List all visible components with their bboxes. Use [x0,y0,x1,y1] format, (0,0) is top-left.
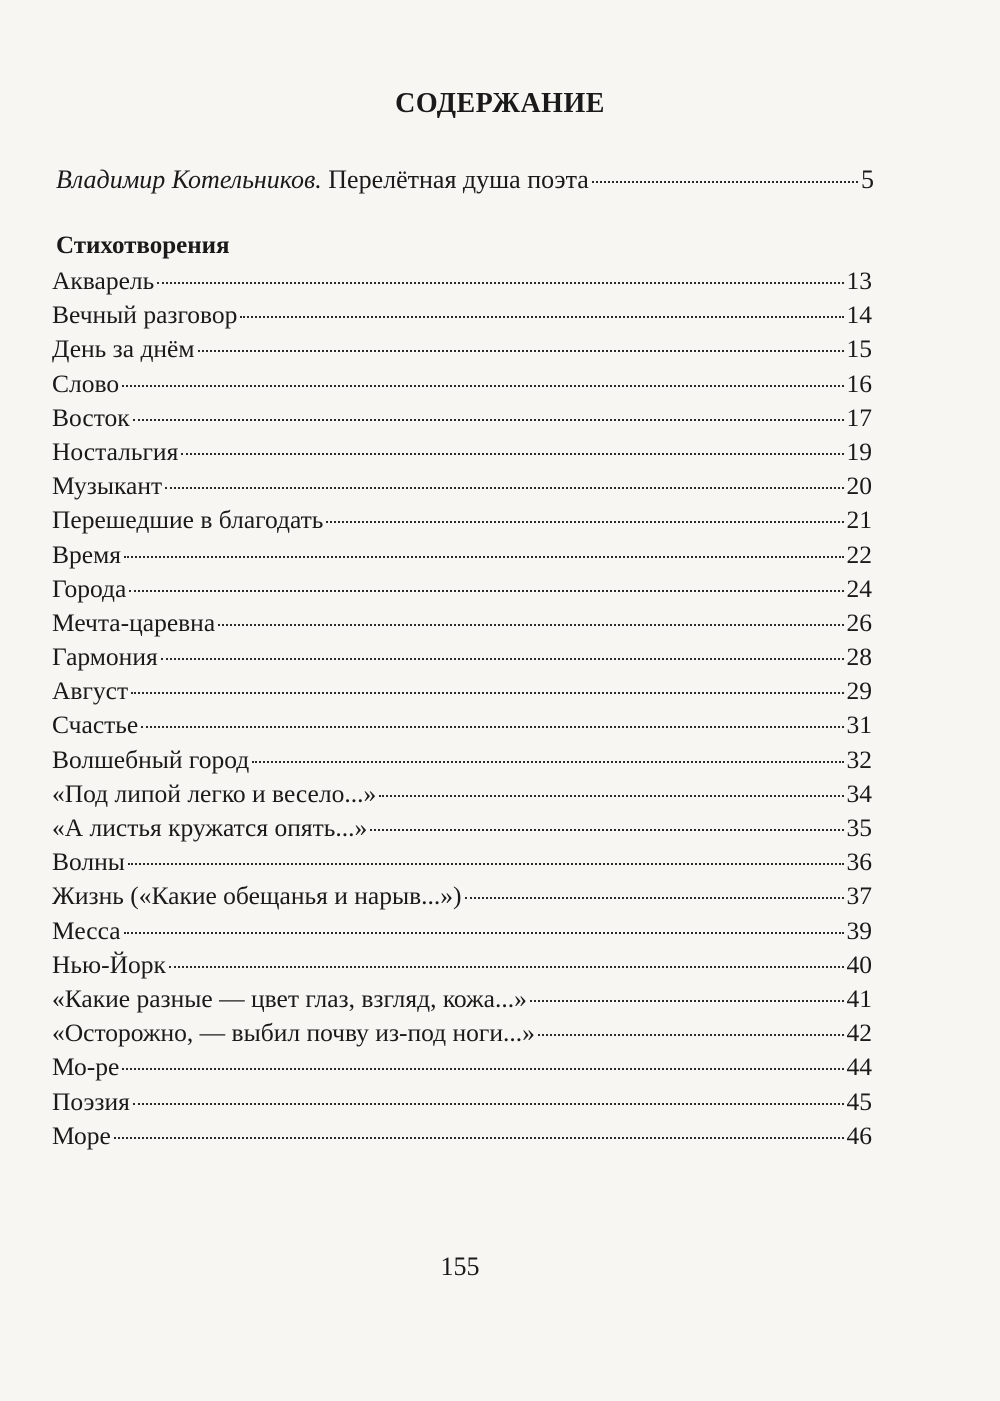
toc-entry-page: 36 [846,847,872,877]
toc-entry [52,332,872,366]
toc-entry [52,845,872,879]
toc-entry-title: «Какие разные — цвет глаз, взгляд, кожа...» [52,983,527,1013]
toc-entry-page: 17 [846,402,872,432]
toc-entry-title: Слово [52,368,120,398]
dot-leader [326,521,843,523]
toc-entry-title: Счастье [52,710,139,740]
page-number: 155 [440,1252,480,1281]
toc-entry-page: 35 [846,813,872,842]
toc-entry-page: 39 [846,915,872,945]
dot-leader [161,658,844,660]
toc-entry-page: 41 [846,983,872,1013]
toc-entry-page: 16 [846,368,872,398]
toc-entry-page: 28 [846,642,872,672]
toc-entry-page: 22 [846,539,872,569]
dot-leader [240,316,843,318]
toc-entry-title: «Под липой легко и весело...» [52,778,377,808]
toc-entry-title: Жизнь («Какие обещанья и нарыв...») [52,881,462,911]
toc-entry-title: Волшебный город [52,744,250,774]
dot-leader [141,726,843,728]
dot-leader [218,624,843,626]
toc-entry [52,811,872,845]
section-heading: Стихотворения [56,232,230,259]
toc-entry-title: Акварель [52,266,155,295]
dot-leader [129,590,843,592]
toc-entry-title: Поэзия [52,1086,130,1116]
toc-entry-title: Нью-Йорк [52,949,166,979]
dot-leader [131,692,843,694]
dot-leader [198,350,844,352]
dot-leader [114,1137,844,1139]
toc-entry [52,1085,872,1119]
toc-entry-page: 40 [846,949,872,979]
dot-leader [538,1034,844,1036]
toc-entry-title: День за днём [52,334,195,364]
toc-entry-page: 45 [846,1086,872,1116]
dot-leader [181,453,843,455]
toc-entry-page: 20 [846,471,872,501]
dot-leader [122,385,843,387]
toc-entry [52,401,872,435]
toc-entry-page: 37 [846,881,872,911]
toc-entry [52,1050,872,1084]
toc-entry-title: Перешедшие в благодать [52,505,324,535]
toc-entry [52,538,872,572]
dot-leader [165,487,843,489]
toc-entry-title: Мо-ре [52,1052,120,1082]
toc-entry-title: Август [52,676,129,706]
toc-entry [52,879,872,913]
toc-entry-page: 29 [846,676,872,706]
toc-entry [52,708,872,742]
toc-entry-page: 34 [846,778,872,808]
toc-entry-title: Музыкант [52,471,163,501]
intro-page-number: 5 [861,165,874,194]
toc-entry [52,503,872,537]
toc-entry-page: 46 [846,1120,872,1150]
toc-entry-page: 14 [846,300,872,330]
toc-entry-title: Ностальгия [52,436,179,466]
toc-entry [52,674,872,708]
dot-leader [124,556,844,558]
toc-entry-page: 31 [846,710,872,740]
toc-entry [52,298,872,332]
toc-entry-title: Вечный разговор [52,300,238,330]
toc-entry-page: 26 [846,607,872,637]
toc-entry [52,469,872,503]
toc-entry-title: «Осторожно, — выбил почву из-под ноги...» [52,1018,535,1048]
dot-leader [128,863,844,865]
toc-entry [52,1016,872,1050]
toc-entry [52,743,872,777]
toc-entry-page: 44 [846,1052,872,1082]
toc-entry-page: 19 [846,436,872,466]
toc-list [52,264,872,1153]
intro-title: Перелётная душа поэта [328,165,589,194]
toc-entry-title: Мечта-царевна [52,607,216,637]
toc-entry [52,264,872,298]
toc-entry-title: Восток [52,402,130,432]
toc-entry [52,777,872,811]
dot-leader [379,795,843,797]
dot-leader [530,1000,844,1002]
toc-entry-title: «А листья кружатся опять...» [52,813,368,842]
intro-entry [56,164,874,196]
toc-entry [52,1119,872,1153]
toc-entry [52,640,872,674]
intro-author: Владимир Котельников. [56,165,322,194]
toc-entry-page: 42 [846,1018,872,1048]
toc-entry-page: 13 [846,266,872,295]
dot-leader [133,419,844,421]
dot-leader [169,966,844,968]
toc-entry-title: Гармония [52,642,158,672]
toc-entry [52,606,872,640]
dot-leader [370,829,843,831]
toc-entry-title: Месса [52,915,121,945]
toc-entry-title: Время [52,539,121,569]
dot-leader [122,1068,843,1070]
toc-entry-page: 21 [846,505,872,535]
toc-entry-title: Волны [52,847,125,877]
dot-leader [592,181,858,183]
toc-entry [52,435,872,469]
toc-entry [52,572,872,606]
dot-leader [157,282,843,284]
dot-leader [124,932,844,934]
toc-entry-title: Море [52,1120,111,1150]
toc-entry-page: 32 [846,744,872,774]
dot-leader [465,897,844,899]
toc-entry [52,948,872,982]
dot-leader [133,1103,844,1105]
toc-entry-page: 24 [846,573,872,603]
toc-entry [52,982,872,1016]
toc-entry [52,914,872,948]
toc-entry [52,367,872,401]
toc-entry-title: Города [52,573,127,603]
toc-entry-page: 15 [846,334,872,364]
dot-leader [252,761,843,763]
page-title: СОДЕРЖАНИЕ [395,88,605,119]
